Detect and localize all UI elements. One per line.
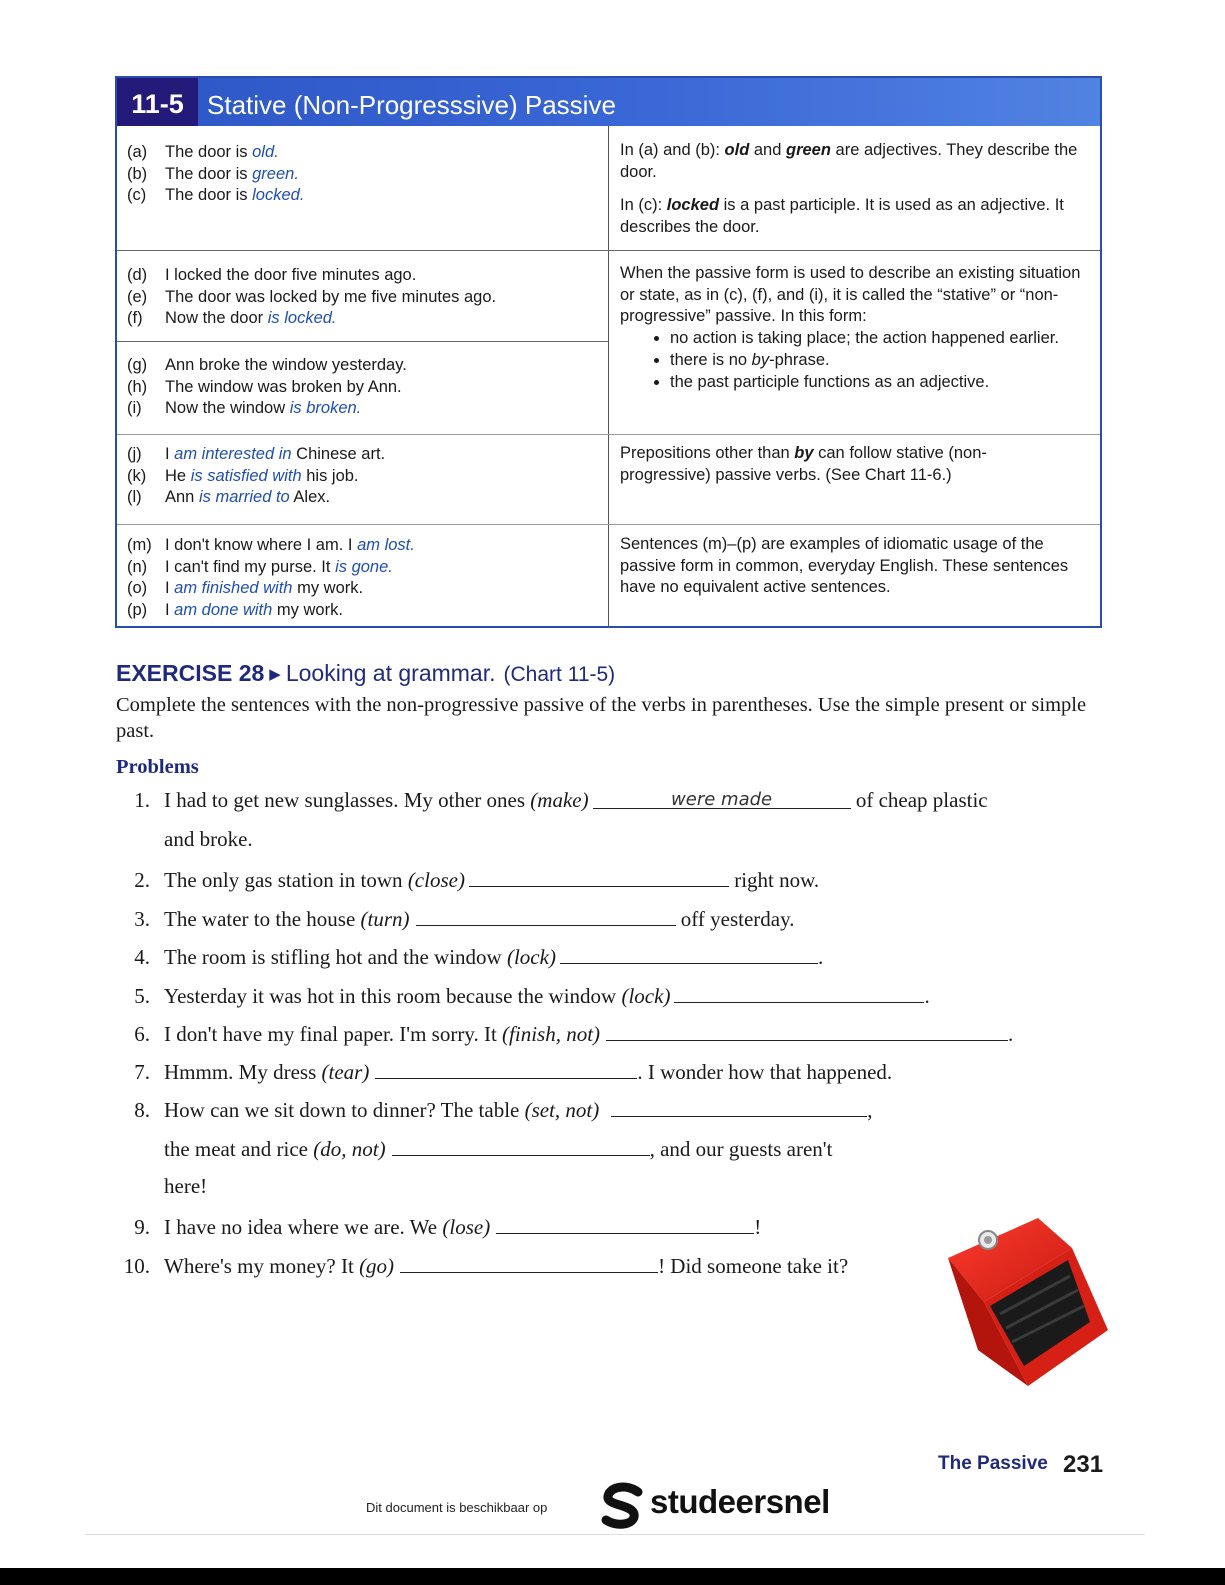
answer-blank[interactable]: [496, 1213, 754, 1234]
footer-divider: [85, 1534, 1145, 1535]
answer-blank[interactable]: [392, 1135, 650, 1156]
bullet-item: • there is no by-phrase.: [670, 350, 1098, 372]
answer-blank[interactable]: [400, 1252, 658, 1273]
item-verb: (finish, not): [502, 1022, 601, 1046]
example-l: (l) Ann is married to Alex.: [127, 488, 331, 507]
answer-blank[interactable]: [469, 866, 729, 887]
example-d: (d) I locked the door five minutes ago.: [127, 266, 417, 284]
item-number: 10.: [123, 1254, 150, 1278]
item-text: , and our guests aren't: [649, 1137, 833, 1161]
examples-m-p: [127, 535, 415, 622]
explanation-bullets: [620, 328, 1098, 393]
item-verb: (go): [359, 1254, 395, 1278]
item-number: 7.: [134, 1060, 150, 1084]
example-e: (e) The door was locked by me five minutes ago.: [127, 287, 497, 306]
item-text: The only gas station in town: [164, 868, 408, 892]
exercise-item-8-continuation: [164, 1135, 832, 1162]
item-text: of cheap plastic: [850, 788, 988, 812]
examples-d-f: [127, 265, 496, 330]
explanation-prepositions: [620, 443, 1060, 486]
exercise-item-7: [120, 1058, 892, 1085]
item-text: Hmmm. My dress: [164, 1060, 322, 1084]
exercise-item-5: [120, 982, 930, 1009]
grammar-chart: [115, 76, 1102, 628]
explanation-paragraph: Sentences (m)–(p) are examples of idiomatic usage of the passive form in common, everyday English. These sentences have no equivalent active sentences.: [620, 535, 1069, 597]
exercise-item-1: [120, 788, 988, 813]
row-divider: [117, 524, 1100, 525]
explanation-paragraph: In (a) and (b): old and green are adjectives. They describe the door.: [620, 141, 1078, 181]
item-text: I had to get new sunglasses. My other ones: [164, 788, 531, 812]
item-text: the meat and rice: [164, 1137, 314, 1161]
item-text: Yesterday it was hot in this room because the window: [164, 984, 622, 1008]
example-h: (h) The window was broken by Ann.: [127, 377, 402, 396]
page-number: 231: [1063, 1451, 1104, 1478]
answer-blank[interactable]: [560, 943, 818, 964]
answer-blank[interactable]: [375, 1058, 637, 1079]
item-verb: (set, not): [524, 1098, 600, 1122]
item-text: The water to the house: [164, 907, 361, 931]
studeersnel-logo-icon[interactable]: [598, 1482, 646, 1530]
item-text: The room is stifling hot and the window: [164, 945, 507, 969]
row-divider: [117, 341, 608, 342]
exercise-item-2: [120, 866, 819, 893]
explanation-a-c: [620, 140, 1095, 239]
item-text: .: [924, 984, 930, 1008]
item-number: 6.: [134, 1022, 150, 1046]
exercise-title: Looking at grammar.: [285, 660, 496, 686]
exercise-item-6: [120, 1020, 1013, 1047]
brand-name[interactable]: studeersnel: [650, 1483, 830, 1520]
item-text: off yesterday.: [675, 907, 795, 931]
example-b: (b) The door is green.: [127, 164, 299, 183]
answer-blank[interactable]: [593, 788, 851, 809]
exercise-item-1-continuation: and broke.: [164, 827, 253, 851]
answer-blank[interactable]: [416, 905, 676, 926]
explanation-idiomatic: [620, 534, 1075, 599]
example-g: (g) Ann broke the window yesterday.: [127, 356, 407, 374]
explanation-paragraph: In (c): locked is a past participle. It is used as an adjective. It describes the door.: [620, 196, 1064, 237]
item-text: Where's my money? It: [164, 1254, 360, 1278]
handwritten-answer: were made: [671, 789, 773, 810]
item-verb: (lose): [442, 1215, 491, 1239]
item-number: 1.: [134, 788, 150, 812]
item-text: ! Did someone take it?: [658, 1254, 849, 1278]
example-c: (c) The door is locked.: [127, 186, 305, 205]
item-number: 9.: [134, 1215, 150, 1239]
item-number: 5.: [134, 984, 150, 1008]
item-text: .: [817, 945, 824, 969]
example-i: (i) Now the window is broken.: [127, 399, 362, 418]
item-verb: (make): [530, 788, 589, 812]
answer-blank[interactable]: [606, 1020, 1008, 1041]
answer-blank[interactable]: [611, 1096, 867, 1117]
item-text: right now.: [728, 868, 820, 892]
chart-header: [117, 78, 1100, 126]
bottom-bar: [0, 1568, 1225, 1585]
bullet-item: • no action is taking place; the action happened earlier.: [670, 328, 1098, 350]
example-o: (o) I am finished with my work.: [127, 579, 364, 598]
explanation-paragraph: Prepositions other than by can follow stative (non-progressive) passive verbs. (See Chart 11-6.): [620, 444, 987, 484]
exercise-heading: [116, 660, 615, 687]
answer-blank[interactable]: [674, 982, 924, 1003]
example-j: (j) I am interested in Chinese art.: [127, 445, 386, 463]
item-text: I don't have my final paper. I'm sorry. It: [164, 1022, 503, 1046]
problems-label: Problems: [116, 756, 199, 778]
row-divider: [117, 250, 1100, 251]
item-number: 2.: [134, 868, 150, 892]
explanation-stative: [620, 263, 1098, 393]
row-divider: [117, 434, 1100, 435]
item-verb: (lock): [506, 945, 556, 969]
item-text: ,: [867, 1098, 873, 1122]
example-a: (a) The door is old.: [127, 143, 279, 161]
item-text: .: [1008, 1022, 1014, 1046]
exercise-item-10: [120, 1252, 848, 1279]
example-m: (m) I don't know where I am. I am lost.: [127, 536, 415, 554]
item-text: I have no idea where we are. We: [164, 1215, 443, 1239]
bullet-item: • the past participle functions as an adjective.: [670, 372, 1098, 394]
chart-number: 11-5: [117, 78, 198, 126]
exercise-item-8-continuation-2: here!: [164, 1174, 208, 1198]
exercise-instructions: Complete the sentences with the non-progressive passive of the verbs in parentheses. Use the simple present or simple past.: [116, 694, 1087, 742]
example-f: (f) Now the door is locked.: [127, 309, 337, 328]
purse-illustration: [940, 1210, 1110, 1390]
exercise-item-8: [120, 1096, 873, 1123]
chart-title: Stative (Non-Progresssive) Passive: [207, 90, 616, 120]
exercise-item-4: [120, 943, 823, 970]
example-n: (n) I can't find my purse. It is gone.: [127, 557, 393, 576]
item-verb: (tear): [321, 1060, 370, 1084]
examples-j-l: [127, 444, 385, 509]
item-text: . I wonder how that happened.: [637, 1060, 893, 1084]
item-number: 8.: [134, 1098, 150, 1122]
exercise-item-3: [120, 905, 795, 932]
explanation-paragraph: When the passive form is used to describe an existing situation or state, as in (c), (f), and (i), it is called the “stative” or “non-progressive” passive. In this form:: [620, 264, 1081, 326]
item-verb: (turn): [360, 907, 410, 931]
item-verb: (do, not): [313, 1137, 386, 1161]
examples-g-i: [127, 355, 407, 420]
examples-a-c: [127, 142, 304, 207]
item-number: 4.: [134, 945, 150, 969]
item-verb: (close): [407, 868, 465, 892]
column-divider: [608, 126, 609, 628]
brand-note: Dit document is beschikbaar op: [366, 1500, 548, 1515]
exercise-label: EXERCISE 28: [116, 660, 265, 686]
example-p: (p) I am done with my work.: [127, 601, 343, 620]
item-text: How can we sit down to dinner? The table: [164, 1098, 525, 1122]
exercise-chart-ref: (Chart 11-5): [503, 663, 616, 686]
item-number: 3.: [134, 907, 150, 931]
item-text: !: [754, 1215, 762, 1239]
example-k: (k) He is satisfied with his job.: [127, 466, 359, 485]
item-verb: (lock): [621, 984, 671, 1008]
exercise-item-9: [120, 1213, 761, 1240]
triangle-icon: ▶: [269, 666, 281, 683]
footer-chapter-title: The Passive: [938, 1453, 1048, 1474]
